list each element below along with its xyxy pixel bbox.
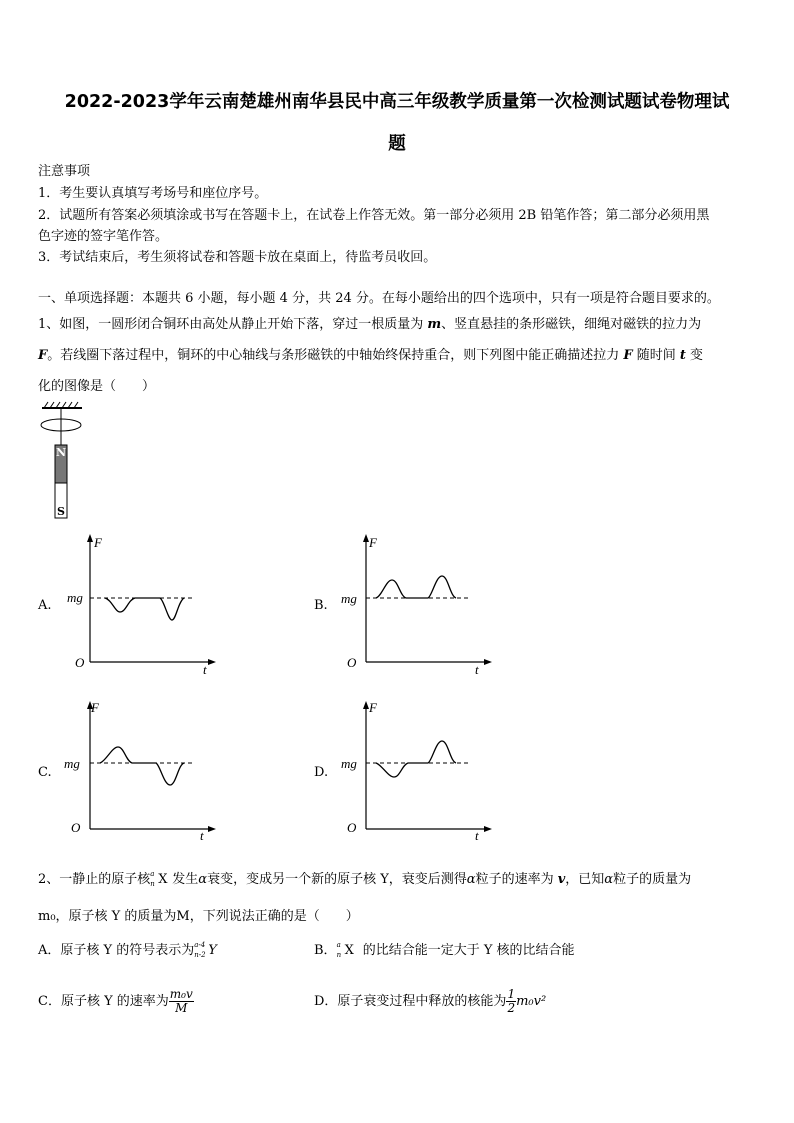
graph-a-curve — [105, 598, 184, 620]
graph-d-x-arrow — [484, 826, 492, 832]
graph-c-origin-label: O — [71, 820, 81, 835]
graph-a-mg-label: mg — [67, 590, 83, 605]
graph-c-x-arrow — [208, 826, 216, 832]
graph-d-origin-label: O — [347, 820, 357, 835]
q1-line3: 化的图像是（ ） — [38, 379, 156, 394]
fraction-d: $\frac{1}{2}$ — [507, 987, 516, 1015]
page-title-continued: 题 — [388, 134, 406, 154]
page-title: 2022-2023学年云南楚雄州南华县民中高三年级教学质量第一次检测试题试卷物理试 — [64, 92, 730, 112]
graph-c-curve — [100, 747, 184, 785]
graph-b-mg-label: mg — [341, 591, 357, 606]
section-heading: 一、单项选择题：本题共 6 小题，每小题 4 分，共 24 分。在每小题给出的四个选项中，只有一项是符合题目要求的。 — [38, 291, 720, 306]
q2-option-b: B． a n X 的比结合能一定大于 Y 核的比结合能 — [314, 940, 575, 959]
nucleus-y-symbol: a-4 n-2 Y — [194, 940, 217, 959]
graph-c-mg-label: mg — [64, 756, 80, 771]
graph-b-f-label: F — [369, 535, 377, 550]
q2-line2: m₀，原子核 Y 的质量为M，下列说法正确的是（ ） — [38, 909, 359, 924]
magnet-figure — [34, 400, 94, 520]
option-b-label: B. — [314, 598, 328, 613]
option-c-label: C. — [38, 765, 52, 780]
notice-item-1: 1．考生要认真填写考场号和座位序号。 — [38, 186, 268, 201]
notice-item-3: 3．考试结束后，考生须将试卷和答题卡放在桌面上，待监考员收回。 — [38, 250, 437, 265]
q2-line1: 2、一静止的原子核 a n X 发生α衰变，变成另一个新的原子核 Y，衰变后测得α粒子的速率为 v，已知α粒子的质量为 — [38, 869, 692, 888]
graph-b-x-arrow — [484, 659, 492, 665]
notice-item-2-continued: 色字迹的签字笔作答。 — [38, 229, 169, 244]
graph-a-t-label: t — [203, 662, 207, 677]
graph-a-origin-label: O — [75, 655, 85, 670]
graph-b-origin-label: O — [347, 655, 357, 670]
graph-d-mg-label: mg — [341, 756, 357, 771]
nucleus-x-symbol-b: a n X — [336, 940, 354, 959]
q1-line1: 1、如图，一圆形闭合铜环由高处从静止开始下落，穿过一根质量为 m、竖直悬挂的条形磁铁，细绳对磁铁的拉力为 — [38, 317, 702, 332]
graph-d-t-label: t — [475, 828, 479, 843]
fraction-c: $\frac{\text{m₀v}}{M}$ — [169, 987, 193, 1015]
graph-a-f-label: F — [94, 535, 102, 550]
graph-c-f-label: F — [91, 700, 99, 715]
option-a-label: A. — [38, 598, 52, 613]
graph-c — [60, 697, 220, 847]
notice-item-2: 2．试题所有答案必须填涂或书写在答题卡上，在试卷上作答无效。第一部分必须用 2B 铅笔作答；第二部分必须用黑 — [38, 208, 710, 223]
graph-b-t-label: t — [475, 662, 479, 677]
graph-d-curve — [376, 741, 456, 777]
nucleus-x-symbol: a n X — [150, 869, 168, 888]
q1-line2: F。若线圈下落过程中，铜环的中心轴线与条形磁铁的中轴始终保持重合，则下列图中能正确描述拉力 F 随时间 t 变 — [38, 348, 704, 363]
q2-option-a: A．原子核 Y 的符号表示为 a-4 n-2 Y — [38, 939, 224, 959]
graph-b — [336, 530, 496, 680]
graph-a-x-arrow — [208, 659, 216, 665]
graph-c-t-label: t — [200, 828, 204, 843]
graph-a-y-arrow — [87, 534, 93, 542]
q2-option-d: D．原子衰变过程中释放的核能为 $\frac{1}{2}$ m₀v² — [314, 987, 547, 1015]
graph-b-curve — [376, 576, 456, 598]
graph-d — [336, 697, 496, 847]
graph-d-f-label: F — [369, 700, 377, 715]
notice-heading: 注意事项 — [38, 164, 91, 179]
q2-option-c: C．原子核 Y 的速率为 $\frac{\text{m₀v}}{M}$ — [38, 987, 193, 1015]
magnet-n-label: N — [56, 446, 67, 459]
option-d-label: D. — [314, 765, 329, 780]
magnet-s-label: S — [57, 505, 65, 518]
